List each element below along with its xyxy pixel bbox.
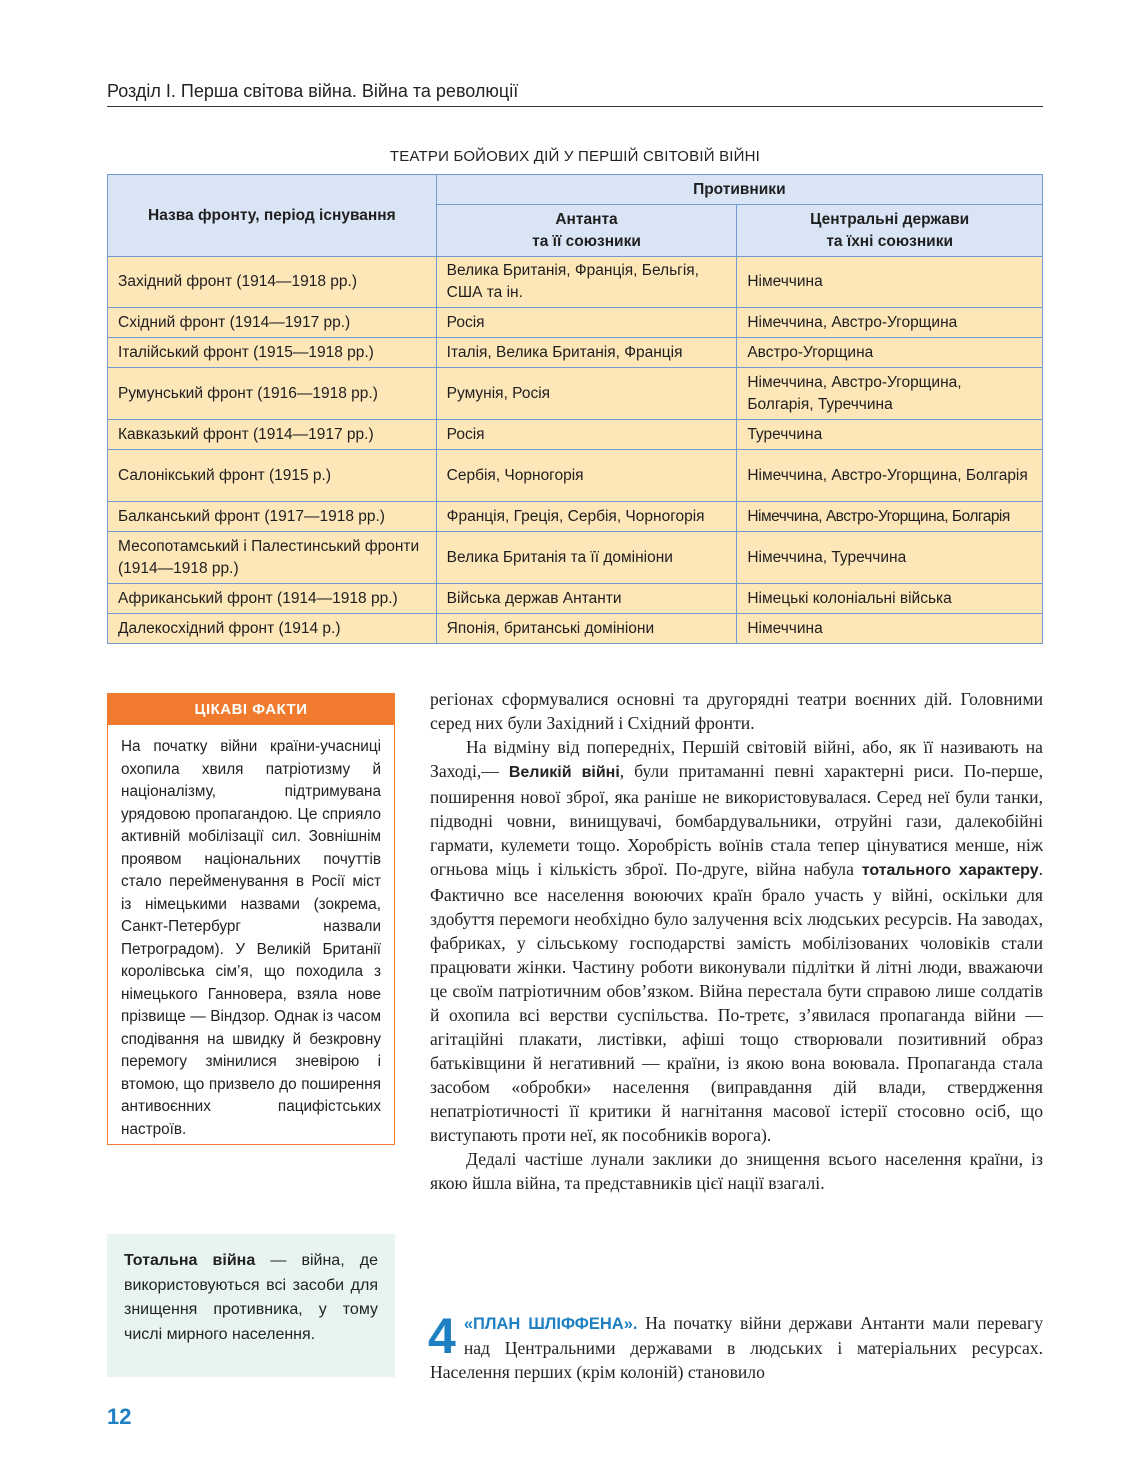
paragraph: Дедалі частіше лунали заклики до знищення всього населення країни, із якою йшла війна, та представників цієї нації взагалі. bbox=[430, 1149, 1043, 1193]
table-row: Західний фронт (1914—1918 рр.) Велика Британія, Франція, Бельгія, США та ін. Німеччина bbox=[108, 257, 1043, 308]
header-opponents: Противники bbox=[436, 175, 1042, 205]
interesting-facts-box bbox=[107, 693, 395, 1145]
bold-term: тотального характеру bbox=[861, 862, 1039, 879]
section-text: На початку війни держави Антанти мали перевагу над Центральними державами в людських і матеріальних ресурсах. Населення перших (крім колоній) становило bbox=[430, 1313, 1043, 1382]
table-row: Італійський фронт (1915—1918 рр.) Італія, Велика Британія, Франція Австро-Угорщина bbox=[108, 338, 1043, 368]
fronts-table bbox=[107, 174, 1043, 644]
interesting-facts-title: ЦІКАВІ ФАКТИ bbox=[108, 694, 394, 725]
running-header-text: Розділ І. Перша світова війна. Війна та революції bbox=[107, 81, 519, 101]
table-row: Далекосхідний фронт (1914 р.) Японія, британські домініони Німеччина bbox=[108, 614, 1043, 644]
header-entente: Антанта та її союзники bbox=[436, 205, 737, 257]
main-text bbox=[430, 687, 1043, 1195]
page-number: 12 bbox=[107, 1404, 132, 1429]
header-central: Центральні держави та їхні союзники bbox=[737, 205, 1043, 257]
table-row: Східний фронт (1914—1917 рр.) Росія Німеччина, Австро-Угорщина bbox=[108, 308, 1043, 338]
definition-term: Тотальна війна bbox=[124, 1252, 256, 1269]
table-title: ТЕАТРИ БОЙОВИХ ДІЙ У ПЕРШІЙ СВІТОВІЙ ВІЙНІ bbox=[389, 148, 761, 165]
table-row: Месопотамський і Палестинський фронти (1914—1918 рр.) Велика Британія та її домініони Німеччина, Туреччина bbox=[108, 532, 1043, 584]
running-header bbox=[107, 80, 1043, 107]
bold-term: Великій війні bbox=[508, 764, 620, 781]
definition-text: — війна, де використовуються всі засоби для знищення противника, у тому числі мирного населення. bbox=[124, 1252, 378, 1343]
paragraph: регіонах сформувалися основні та другорядні театри воєнних дій. Головними серед них були Західний і Східний фронти. bbox=[430, 689, 1043, 733]
section-title: «ПЛАН ШЛІФФЕНА». bbox=[463, 1315, 638, 1333]
section-number: 4 bbox=[428, 1308, 456, 1364]
interesting-facts-text: На початку війни країни-учасниці охопила хвиля патріотизму й націоналізму, підтримувана урядовою пропагандою. Це сприяло активній мобілізації сил. Зовнішнім проявом національних почуттів стало перейменування в Росії міст із німецькими назвами (зокрема, Санкт-Петербург назвали Петроградом). У Великій Британії королівська сім’я, що походила з німецького Ганновера, взяла нове прізвище — Віндзор. Однак із часом сподівання на швидку й безкровну перемогу змінилися зневірою і втомою, що призвело до поширення антивоєнних пацифістських настроїв. bbox=[121, 738, 381, 1138]
header-front: Назва фронту, період існування bbox=[108, 175, 437, 257]
table-row: Румунський фронт (1916—1918 рр.) Румунія, Росія Німеччина, Австро-Угорщина, Болгарія, Туреччина bbox=[108, 368, 1043, 420]
table-row: Кавказький фронт (1914—1917 рр.) Росія Туреччина bbox=[108, 420, 1043, 450]
paragraph: На відміну від попередніх, Першій світовій війні, або, як її називають на Заході,— Великій війні, були притаманні певні характерні риси. По-перше, поширення нової зброї, яка раніше не використовувалася. Серед неї були танки, підводні човни, винищувачі, бомбардувальники, отруйні гази, далекобійні гармати, кулемети тощо. Хоробрість воїнів стала тепер цінуватися менше, ніж огньова міць і кількість зброї. По-друге, війна набула тотального характеру. Фактично все населення воюючих країн брало участь у війні, оскільки для здобуття перемоги необхідно було залучення всіх людських ресурсів. На заводах, фабриках, у сільському господарстві замість мобілізованих чоловіків стали працювати жінки. Частину роботи виконували підлітки й літні люди, вважаючи це своїм патріотичним обов’язком. Війна перестала бути справою лише солдатів й охопила всі верстви суспільства. По-третє, з’явилася пропаганда війни — агітаційні плакати, листівки, афіші тощо створювали позитивний образ батьківщини й негативний — країни, із якою вона воювала. Пропаганда стала засобом «обробки» населення (виправдання дій влади, ствердження непатріотичності її критики й нагнітання масової істерії стосовно осіб, що виступають проти неї, як пособників ворога). bbox=[430, 737, 1044, 1145]
section-4 bbox=[428, 1308, 1043, 1384]
table-row: Салонікський фронт (1915 р.) Сербія, Чорногорія Німеччина, Австро-Угорщина, Болгарія bbox=[108, 450, 1043, 502]
definition-box bbox=[107, 1234, 395, 1377]
table-row: Балканський фронт (1917—1918 рр.) Франція, Греція, Сербія, Чорногорія Німеччина, Австро-Угорщина, Болгарія bbox=[108, 502, 1043, 532]
table-row: Африканський фронт (1914—1918 рр.) Війська держав Антанти Німецькі колоніальні війська bbox=[108, 584, 1043, 614]
